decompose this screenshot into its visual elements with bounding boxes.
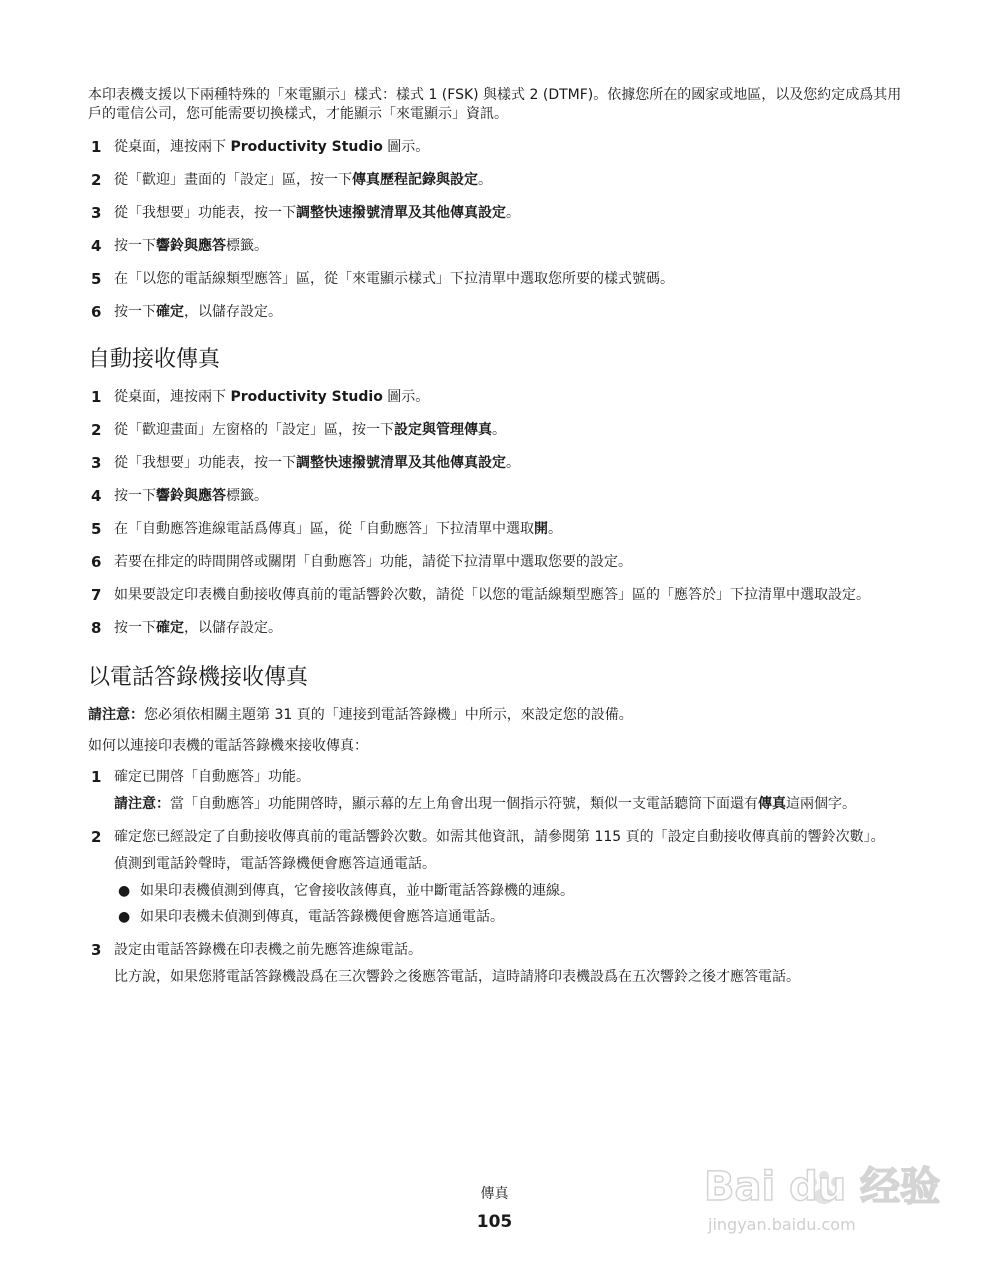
step-item: 3 從「我想要」功能表，按一下調整快速撥號清單及其他傳真設定。 [91,454,520,472]
step-note: 請注意：當「自動應答」功能開啓時，顯示幕的左上角會出現一個指示符號，類似一支電話聽筒下面還有傳真這兩個字。 [114,796,856,812]
step-number: 4 [91,237,102,255]
section2-steps [88,388,903,638]
document-body [88,86,903,1001]
step-number: 3 [91,204,102,222]
step-item: 3 從「我想要」功能表，按一下調整快速撥號清單及其他傳真設定。 [91,204,520,222]
step-number: 6 [91,303,102,321]
bullet-list [114,882,903,927]
step-number: 1 [91,768,102,786]
step-item: 2 從「歡迎畫面」左窗格的「設定」區，按一下設定與管理傳真。 [91,421,506,439]
step-number: 3 [91,941,102,959]
note-paragraph: 請注意：您必須依相關主題第 31 頁的「連接到電話答錄機」中所示，來設定您的設備。 [88,707,633,723]
step-item: 2 從「歡迎」畫面的「設定」區，按一下傳真歷程記錄與設定。 [91,171,492,189]
list-item: ● 如果印表機未偵測到傳真，電話答錄機便會應答這通電話。 [118,909,504,925]
step-item: 5 在「自動應答進線電話爲傳真」區，從「自動應答」下拉清單中選取開。 [91,520,562,538]
step-number: 4 [91,487,102,505]
step-number: 5 [91,270,102,288]
bullet-icon: ● [118,883,131,899]
step-number: 5 [91,520,102,538]
step-item: 4 按一下響鈴與應答標籤。 [91,487,268,505]
step-number: 2 [91,421,102,439]
step-number: 2 [91,171,102,189]
step-item: 4 按一下響鈴與應答標籤。 [91,237,268,255]
section1-steps [88,138,903,322]
baidu-watermark-icon [700,1138,940,1238]
intro-paragraph: 本印表機支援以下兩種特殊的「來電顯示」樣式：樣式 1 (FSK) 與樣式 2 (DTMF)。依據您所在的國家或地區，以及您約定成爲其用戶的電信公司，您可能需要切換樣式，才能顯示「來電顯示」資訊。 [88,87,902,122]
step-subtext: 偵測到電話鈴聲時，電話答錄機便會應答這通電話。 [114,856,436,872]
step-item: 6 若要在排定的時間開啓或關閉「自動應答」功能，請從下拉清單中選取您要的設定。 [91,553,632,571]
bullet-icon: ● [118,909,131,925]
step-number: 8 [91,619,102,637]
step-item: 1 確定已開啓「自動應答」功能。 請注意：當「自動應答」功能開啓時，顯示幕的左上角會出現一個指示符號，類似一支電話聽筒下面還有傳真這兩個字。 [88,768,903,814]
watermark-logo: Bai du 经验 [704,1164,940,1210]
list-item: ● 如果印表機偵測到傳真，它會接收該傳真，並中斷電話答錄機的連線。 [118,883,574,899]
step-item: 1 從桌面，連按兩下 Productivity Studio 圖示。 [91,388,430,406]
step-number: 2 [91,828,102,846]
step-item: 8 按一下確定，以儲存設定。 [91,619,282,637]
step-number: 7 [91,586,102,604]
section-heading-answering-machine: 以電話答錄機接收傳真 [88,665,309,690]
page-number: 105 [476,1212,513,1232]
step-item: 3 設定由電話答錄機在印表機之前先應答進線電話。 比方說，如果您將電話答錄機設爲在三次響鈴之後應答電話，這時請將印表機設爲在五次響鈴之後才應答電話。 [88,941,903,987]
lead-paragraph: 如何以連接印表機的電話答錄機來接收傳真： [88,738,368,754]
step-number: 3 [91,454,102,472]
step-item: 6 按一下確定，以儲存設定。 [91,303,282,321]
step-item: 5 在「以您的電話線類型應答」區，從「來電顯示樣式」下拉清單中選取您所要的樣式號碼。 [91,270,674,288]
step-subtext: 比方說，如果您將電話答錄機設爲在三次響鈴之後應答電話，這時請將印表機設爲在五次響鈴之後才應答電話。 [114,969,800,985]
step-number: 1 [91,138,102,156]
step-item: 2 確定您已經設定了自動接收傳真前的電話響鈴次數。如需其他資訊，請參閱第 115 頁的「設定自動接收傳真前的響鈴次數」。 偵測到電話鈴聲時，電話答錄機便會應答這通電話。 ● 如果印表機偵測到傳真，它會接收該傳真，並中斷電話答錄機的連線。 ● 如果印表機未偵測到傳真，電話答錄機便會應答這通電話。 [88,828,903,927]
step-item: 7 如果要設定印表機自動接收傳真前的電話響鈴次數，請從「以您的電話線類型應答」區的「應答於」下拉清單中選取設定。 [91,586,870,604]
watermark-url: jingyan.baidu.com [708,1215,856,1234]
section-heading-auto-receive: 自動接收傳真 [88,347,221,372]
step-number: 6 [91,553,102,571]
step-number: 1 [91,388,102,406]
footer-section-title: 傳真 [480,1186,509,1202]
step-item: 1 從桌面，連按兩下 Productivity Studio 圖示。 [91,138,430,156]
